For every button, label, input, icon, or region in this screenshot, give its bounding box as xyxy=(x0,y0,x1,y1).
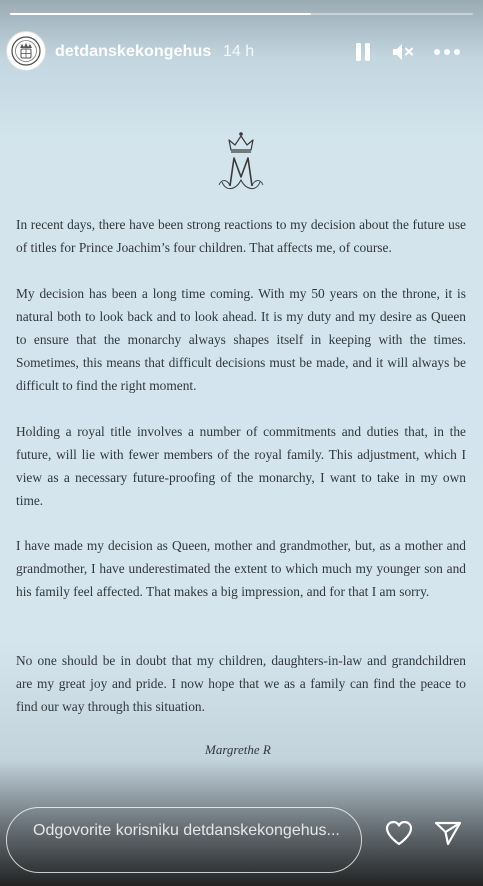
like-button[interactable] xyxy=(381,815,417,851)
letter-paragraph: I have made my decision as Queen, mother and grandmother, but, as a mother and grandmother, I have underestimated the extent to which much my younger son and his family feel affected. That makes a big impression, and for that I am sorry. xyxy=(16,538,466,599)
letter-paragraph: My decision has been a long time coming. With my 50 years on the throne, it is natural both to look back and to look ahead. It is my duty and my desire as Queen to ensure that the monarchy always shapes itself in keeping with the times. Sometimes, this means that difficult decisions must be made, and it will always be difficult to find the right moment. xyxy=(16,286,466,393)
speaker-muted-icon xyxy=(391,41,415,63)
pause-button[interactable] xyxy=(348,37,378,67)
send-icon xyxy=(433,819,463,847)
signature: Margrethe R xyxy=(205,742,271,757)
share-button[interactable] xyxy=(430,815,466,851)
more-options-button[interactable] xyxy=(432,37,462,67)
more-horizontal-icon xyxy=(433,48,461,56)
avatar[interactable] xyxy=(6,31,46,71)
story-header xyxy=(6,31,477,73)
letter-paragraph: In recent days, there have been strong reactions to my decision about the future use of titles for Prince Joachim’s four children. That affects me, of course. xyxy=(16,217,466,255)
heart-icon xyxy=(384,819,414,847)
royal-crest-icon xyxy=(10,35,42,67)
reply-input[interactable] xyxy=(6,807,362,873)
post-time: 14 h xyxy=(223,43,255,60)
letter-paragraph: Holding a royal title involves a number of commitments and duties that, in the future, will lie with fewer members of the royal family. This adjustment, which I view as a necessary future-proofing of the monarchy, I want to take in my own time. xyxy=(16,424,466,508)
account-name[interactable]: detdanskekongehus xyxy=(55,43,212,60)
story-progress-fill xyxy=(10,13,311,15)
reply-placeholder: Odgovorite korisniku detdanskekongehus... xyxy=(33,822,340,839)
pause-icon xyxy=(355,42,371,62)
story-progress-bar xyxy=(10,13,473,15)
letter-paragraph: No one should be in doubt that my children, daughters-in-law and grandchildren are my great joy and pride. I now hope that we as a family can find the peace to find our way through this situation. xyxy=(16,653,466,714)
crowned-m-monogram xyxy=(216,130,266,196)
mute-button[interactable] xyxy=(388,37,418,67)
